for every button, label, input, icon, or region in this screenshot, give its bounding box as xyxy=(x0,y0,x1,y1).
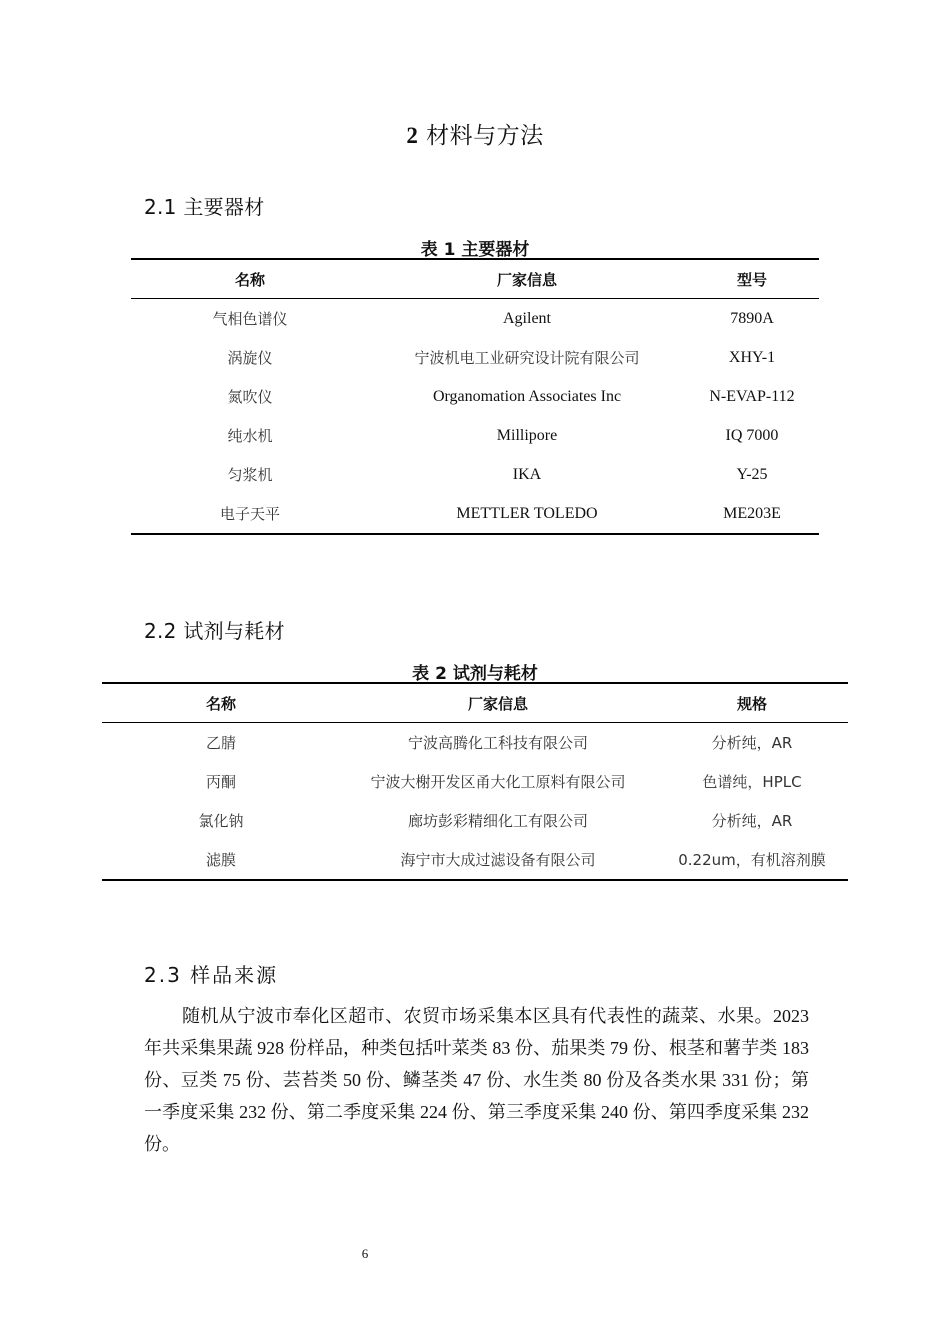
table-cell: XHY-1 xyxy=(728,348,776,366)
table-cell: 涡旋仪 xyxy=(227,349,273,367)
table-cell: Millipore xyxy=(496,426,558,444)
sample-source-paragraph: 随机从宁波市奉化区超市、农贸市场采集本区具有代表性的蔬菜、水果。2023 年共采集果蔬 928 份样品，种类包括叶菜类 83 份、茄果类 79 份、根茎和薯芋类 183 份、豆类 75 份、芸苔类 50 份、鳞茎类 47 份、水生类 80 份及各类水果 331 份；第一季度采集 232 份、第二季度采集 224 份、第三季度采集 240 份、第四季度采集 232 份。 xyxy=(144,1006,809,1154)
table-cell: IQ 7000 xyxy=(725,426,779,444)
equipment-table xyxy=(131,258,819,535)
table-row xyxy=(102,801,848,840)
table-cell: 分析纯，AR xyxy=(711,734,793,752)
table-row xyxy=(102,723,848,763)
table-cell: ME203E xyxy=(723,504,781,522)
table-cell: 宁波大榭开发区甬大化工原料有限公司 xyxy=(370,773,626,791)
table-cell: 分析纯，AR xyxy=(711,812,793,830)
table-cell: 廊坊彭彩精细化工有限公司 xyxy=(407,812,588,830)
table-cell: 匀浆机 xyxy=(227,466,273,484)
column-header: 型号 xyxy=(685,259,819,299)
table-row xyxy=(131,455,819,494)
page-number: 6 xyxy=(361,1246,369,1261)
column-header: 厂家信息 xyxy=(340,683,656,723)
table-cell: 乙腈 xyxy=(205,734,236,752)
table-row xyxy=(131,494,819,534)
reagents-table xyxy=(102,682,848,881)
section-heading-samples: 2.3 样品来源 xyxy=(144,963,279,987)
table-row xyxy=(102,840,848,880)
table-header-row xyxy=(131,259,819,299)
chapter-title-text: 材料与方法 xyxy=(426,123,544,149)
table-cell: Agilent xyxy=(503,309,551,327)
table-cell: IKA xyxy=(512,465,542,483)
table-cell: 氯化钠 xyxy=(198,812,244,830)
table-header-row xyxy=(102,683,848,723)
chapter-title xyxy=(0,117,950,150)
table-cell: METTLER TOLEDO xyxy=(456,504,598,522)
table-cell: 色谱纯，HPLC xyxy=(702,773,802,791)
table-cell: 7890A xyxy=(730,309,774,327)
table-cell: 海宁市大成过滤设备有限公司 xyxy=(400,851,596,869)
table-cell: 丙酮 xyxy=(205,773,236,791)
table-cell: 宁波机电工业研究设计院有限公司 xyxy=(414,349,640,367)
table-cell: 滤膜 xyxy=(205,851,236,869)
table-cell: 纯水机 xyxy=(227,427,273,445)
section-heading-reagents: 2.2 试剂与耗材 xyxy=(144,619,285,643)
column-header: 名称 xyxy=(102,683,340,723)
chapter-number: 2 xyxy=(406,123,419,148)
table-cell: 氮吹仪 xyxy=(227,388,273,406)
table-row xyxy=(102,762,848,801)
table-cell: 0.22um，有机溶剂膜 xyxy=(678,851,826,869)
column-header: 规格 xyxy=(656,683,848,723)
table-cell: 宁波高腾化工科技有限公司 xyxy=(407,734,588,752)
column-header: 名称 xyxy=(131,259,369,299)
table-row xyxy=(131,338,819,377)
table-row xyxy=(131,299,819,339)
table-cell: N-EVAP-112 xyxy=(709,387,795,405)
table-cell: Y-25 xyxy=(736,465,768,483)
table-caption-equipment: 表 1 主要器材 xyxy=(420,240,530,260)
table-row xyxy=(131,377,819,416)
table-row xyxy=(131,416,819,455)
table-caption-reagents: 表 2 试剂与耗材 xyxy=(412,664,538,684)
table-cell: 电子天平 xyxy=(219,505,280,523)
table-cell: Organomation Associates Inc xyxy=(432,387,622,405)
table-cell: 气相色谱仪 xyxy=(212,310,288,328)
column-header: 厂家信息 xyxy=(369,259,685,299)
section-heading-equipment: 2.1 主要器材 xyxy=(144,195,265,219)
